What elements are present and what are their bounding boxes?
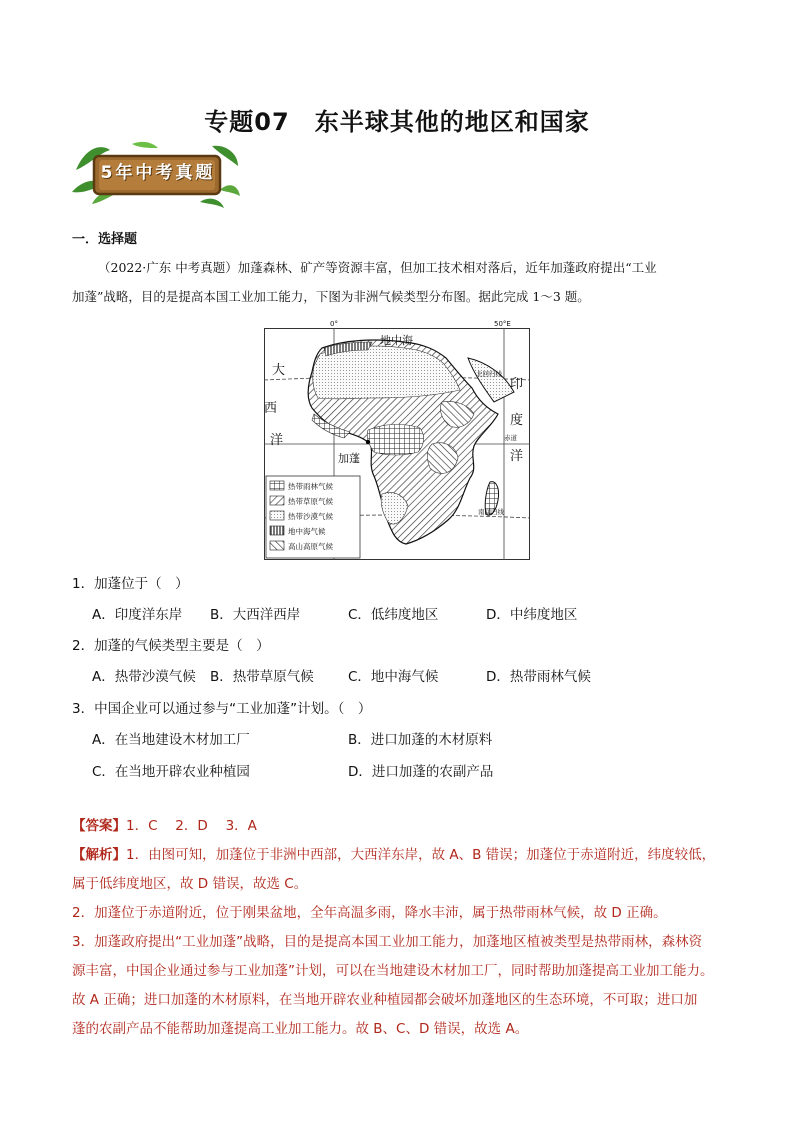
legend-rainforest: 热带雨林气候 [288,482,333,491]
label-indian-2: 度 [510,413,524,428]
legend-swatch-rainforest [270,481,284,490]
analysis-p3a: 3．加蓬政府提出“工业加蓬”战略，目的是提高本国工业加工能力，加蓬地区植被类型是热带雨林，森林资 [72,934,703,950]
legend-swatch-highland [270,541,284,550]
q1-option-a[interactable]: A．印度洋东岸 [92,607,183,623]
badge-text: 5年中考真题 [100,163,216,183]
legend-swatch-desert [270,511,284,520]
label-tropic-north: 北回归线 [476,370,502,378]
q2-option-a[interactable]: A．热带沙漠气候 [92,669,196,685]
legend-highland: 高山高原气候 [288,542,333,551]
page-title: 专题07 东半球其他的地区和国家 [204,108,590,136]
q3-option-a[interactable]: A．在当地建设木材加工厂 [92,732,250,748]
q1-option-b[interactable]: B．大西洋西岸 [210,607,301,623]
africa-climate-map [264,318,530,560]
intro-line-1: （2022·广东 中考真题）加蓬森林、矿产等资源丰富，但加工技术相对落后，近年加蓬政府提出“工业 [98,260,657,275]
analysis-p3c: 故 A 正确；进口加蓬的木材原料，在当地开辟农业种植园都会破坏加蓬地区的生态环境，不可取；进口加 [72,992,698,1008]
question-1-stem: 1．加蓬位于（ ） [72,576,189,592]
question-2-stem: 2．加蓬的气候类型主要是（ ） [72,638,270,654]
label-indian-3: 洋 [510,449,524,464]
label-indian-1: 印 [510,377,524,392]
intro-line-2: 加蓬”战略，目的是提高本国工业加工能力，下图为非洲气候类型分布图。据此完成 1～3 题。 [72,289,590,304]
africa-rainforest-congo [367,424,423,455]
answer-label: 【答案】 [72,818,126,834]
q3-option-d[interactable]: D．进口加蓬的农副产品 [348,764,494,780]
label-tropic-south: 南回归线 [478,508,504,516]
analysis-p2: 2．加蓬位于赤道附近，位于刚果盆地，全年高温多雨，降水丰沛，属于热带雨林气候，故 D 正确。 [72,905,667,921]
label-atlantic-1: 大 [272,363,286,378]
analysis-label: 【解析】 [72,847,126,863]
label-atlantic-3: 洋 [270,433,284,448]
label-equator: 赤道 [504,434,517,442]
question-intro [72,253,732,311]
q3-option-c[interactable]: C．在当地开辟农业种植园 [92,764,250,780]
map-legend [266,476,360,558]
answer-text: 1．C 2．D 3．A [126,818,257,834]
q3-option-b[interactable]: B．进口加蓬的木材原料 [348,732,493,748]
q1-option-c[interactable]: C．低纬度地区 [348,607,439,623]
label-gabon: 加蓬 [338,452,360,465]
question-3-stem: 3．中国企业可以通过参与“工业加蓬”计划。（ ） [72,701,372,717]
label-mediterranean: 地中海 [380,334,413,347]
label-atlantic-2: 西 [264,401,278,416]
analysis-p1b: 属于低纬度地区，故 D 错误，故选 C。 [72,876,308,892]
gabon-marker [366,440,370,444]
q2-option-b[interactable]: B．热带草原气候 [210,669,314,685]
analysis-p3d: 蓬的农副产品不能帮助加蓬提高工业加工能力。故 B、C、D 错误，故选 A。 [72,1021,529,1037]
legend-savanna: 热带草原气候 [288,497,333,506]
legend-desert: 热带沙漠气候 [288,512,333,521]
legend-mediterranean: 地中海气候 [288,527,326,536]
q2-option-d[interactable]: D．热带雨林气候 [486,669,591,685]
legend-swatch-mediterranean [270,526,284,535]
label-lon-0: 0° [330,320,338,328]
label-lon-50: 50°E [494,320,511,328]
q1-option-d[interactable]: D．中纬度地区 [486,607,578,623]
q2-option-c[interactable]: C．地中海气候 [348,669,439,685]
answer-block [72,812,752,1044]
analysis-p3b: 源丰富，中国企业通过参与工业加蓬”计划，可以在当地建设木材加工厂，同时帮助加蓬提高工业加工能力。 [72,963,714,979]
section-heading: 一．选择题 [72,232,138,247]
legend-swatch-savanna [270,496,284,505]
analysis-p1a: 1．由图可知，加蓬位于非洲中西部，大西洋东岸，故 A、B 错误；加蓬位于赤道附近，纬度较低， [126,847,716,863]
